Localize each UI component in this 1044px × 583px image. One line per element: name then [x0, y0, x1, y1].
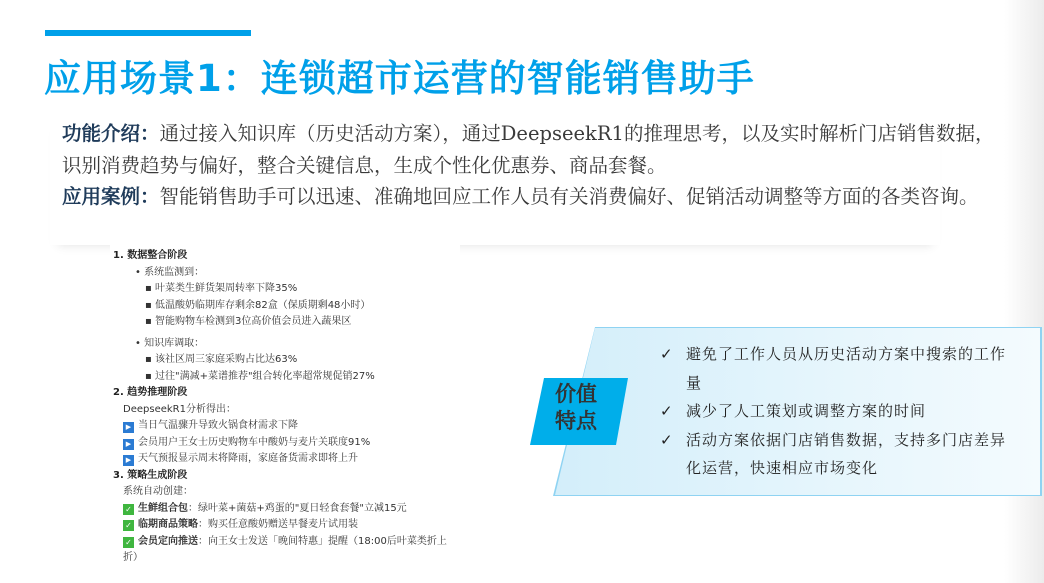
list-item — [113, 517, 460, 534]
stage-3-heading: 3. 策略生成阶段 — [113, 469, 188, 481]
group-1: • 系统监测到： — [135, 266, 205, 278]
item-text: 叶菜类生鲜货架周转率下降35% — [154, 283, 298, 294]
case-text: 智能销售助手可以迅速、准确地回应工作人员有关消费偏好、促销活动调整等方面的各类咨询。 — [159, 185, 979, 208]
assistant-output-screenshot — [110, 245, 460, 563]
title-accent-bar — [45, 30, 251, 36]
group-2: • 知识库调取： — [135, 337, 205, 349]
list-item — [113, 534, 460, 567]
value-point — [660, 397, 1006, 426]
list-item — [113, 435, 460, 452]
item-text: 该社区周三家庭采购占比达63% — [154, 354, 298, 365]
point-text: 避免了工作人员从历史活动方案中搜索的工作量 — [686, 345, 1007, 392]
check-box-icon: ✓ — [123, 520, 134, 531]
check-icon: ✓ — [660, 345, 674, 363]
play-icon: ▶ — [123, 455, 134, 466]
item-text: 低温酸奶临期库存剩余82盒（保质期剩48小时） — [154, 299, 371, 311]
item-text: 天气预报显示周末将降雨，家庭备货需求即将上升 — [138, 453, 358, 464]
item-text: 智能购物车检测到3位高价值会员进入蔬果区 — [154, 316, 352, 327]
page-title: 应用场景1：连锁超市运营的智能销售助手 — [44, 57, 755, 100]
point-text: 活动方案依据门店销售数据，支持多门店差异化运营，快速相应市场变化 — [686, 430, 1007, 477]
stage-1-heading: 1. 数据整合阶段 — [113, 250, 188, 261]
group-label: 系统监测到： — [144, 266, 205, 278]
badge-line: 特点 — [555, 409, 597, 433]
func-label: 功能介绍： — [62, 122, 160, 145]
stage-2-lead: DeepseekR1分析得出： — [123, 403, 236, 415]
value-point — [660, 340, 1006, 397]
list-item: ▪ 叶菜类生鲜货架周转率下降35% — [145, 283, 298, 294]
value-badge-text — [555, 381, 615, 435]
list-item: ▪ 该社区周三家庭采购占比达63% — [145, 354, 298, 365]
check-icon: ✓ — [660, 402, 674, 420]
case-label: 应用案例： — [62, 185, 160, 208]
item-text: 会员用户王女士历史购物车中酸奶与麦片关联度91% — [138, 436, 371, 448]
play-icon: ▶ — [123, 422, 134, 433]
item-text: ：绿叶菜+菌菇+鸡蛋的"夏日轻食套餐"立减15元 — [188, 502, 407, 514]
value-point — [660, 426, 1006, 483]
item-text: ：向王女士发送「晚间特惠」提醒（18:00后叶菜类折上折） — [123, 535, 447, 563]
item-key: 临期商品策略 — [138, 519, 198, 530]
item-key: 会员定向推送 — [138, 535, 198, 547]
list-item — [113, 501, 460, 518]
check-box-icon: ✓ — [123, 537, 134, 548]
value-points — [660, 340, 1006, 483]
stage-2-heading: 2. 趋势推理阶段 — [113, 387, 188, 398]
check-icon: ✓ — [660, 430, 674, 449]
list-item: ▪ 低温酸奶临期库存剩余82盒（保质期剩48小时） — [145, 299, 371, 311]
stage-3-lead: 系统自动创建： — [123, 486, 193, 497]
badge-line: 价值 — [555, 382, 597, 406]
list-item — [113, 418, 460, 435]
play-icon: ▶ — [123, 439, 134, 450]
item-text: ：购买任意酸奶赠送早餐麦片试用装 — [198, 519, 358, 530]
item-text: 当日气温骤升导致火锅食材需求下降 — [138, 420, 298, 431]
list-item — [113, 451, 460, 468]
item-key: 生鲜组合包 — [138, 502, 188, 514]
group-label: 知识库调取： — [144, 337, 205, 349]
func-text: 通过接入知识库（历史活动方案），通过DeepseekR1的推理思考，以及实时解析门店销售数据，识别消费趋势与偏好，整合关键信息，生成个性化优惠券、商品套餐。 — [62, 122, 995, 177]
check-box-icon: ✓ — [123, 504, 134, 515]
list-item: ▪ 过往"满减+菜谱推荐"组合转化率超常规促销27% — [145, 370, 375, 382]
list-item: ▪ 智能购物车检测到3位高价值会员进入蔬果区 — [145, 316, 352, 327]
item-text: 过往"满减+菜谱推荐"组合转化率超常规促销27% — [154, 370, 375, 382]
point-text: 减少了人工策划或调整方案的时间 — [686, 402, 927, 420]
intro-text — [62, 118, 1012, 213]
